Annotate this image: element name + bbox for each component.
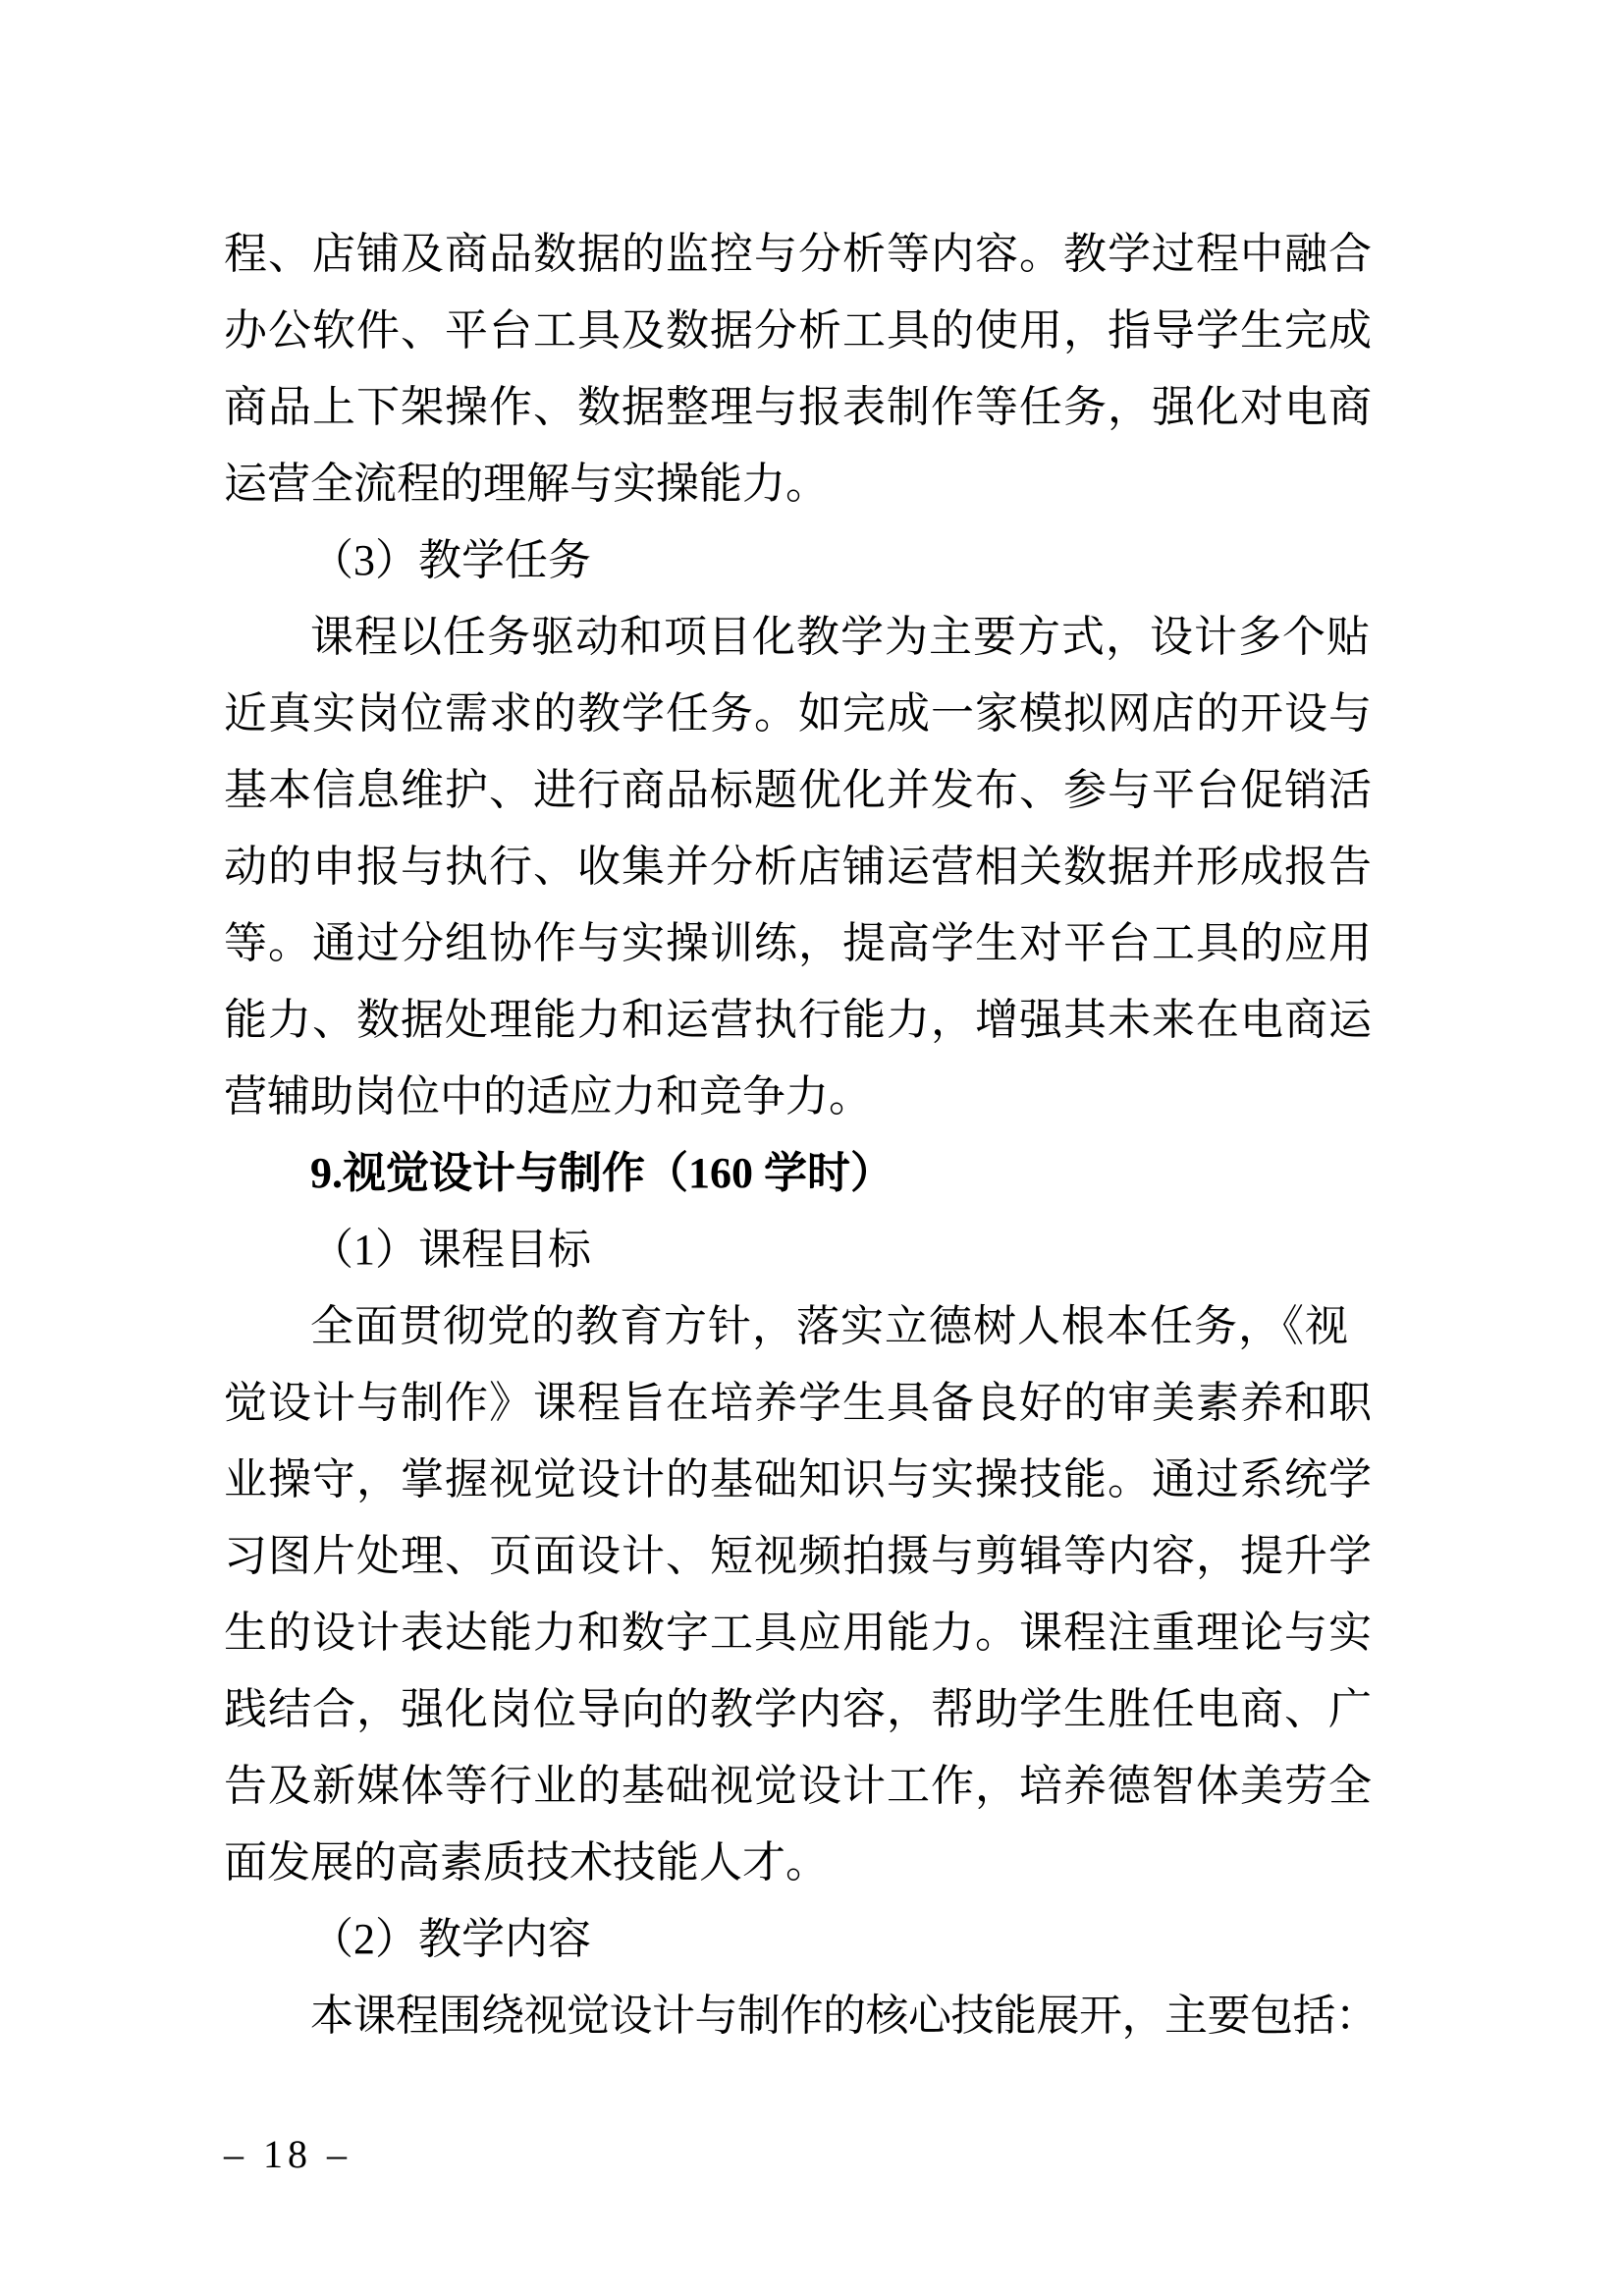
text-line: 商品上下架操作、数据整理与报表制作等任务，强化对电商 (224, 383, 1373, 431)
text-line: 营辅助岗位中的适应力和竞争力。 (224, 1072, 872, 1121)
text-line: 面发展的高素质技术技能人才。 (224, 1838, 829, 1886)
text-line: 课程以任务驱动和项目化教学为主要方式，设计多个贴 (310, 613, 1371, 661)
text-line: 觉设计与制作》课程旨在培养学生具备良好的审美素养和职 (224, 1379, 1373, 1427)
text-line: 运营全流程的理解与实操能力。 (224, 460, 829, 508)
text-line: 近真实岗位需求的教学任务。如完成一家模拟网店的开设与 (224, 689, 1373, 738)
page-number: – 18 – (224, 2132, 352, 2176)
text-line: 习图片处理、页面设计、短视频拍摄与剪辑等内容，提升学 (224, 1532, 1373, 1580)
text-line: 告及新媒体等行业的基础视觉设计工作，培养德智体美劳全 (224, 1762, 1373, 1810)
text-line: 生的设计表达能力和数字工具应用能力。课程注重理论与实 (224, 1609, 1373, 1657)
document-body (224, 228, 1379, 2066)
text-line: 办公软件、平台工具及数据分析工具的使用，指导学生完成 (224, 306, 1373, 355)
text-line: 动的申报与执行、收集并分析店铺运营相关数据并形成报告 (224, 843, 1373, 891)
subsection-label: （2）教学内容 (310, 1915, 591, 1963)
text-line: 本课程围绕视觉设计与制作的核心技能展开，主要包括： (310, 1992, 1379, 2040)
text-line: 业操守，掌握视觉设计的基础知识与实操技能。通过系统学 (224, 1455, 1373, 1503)
text-line: 等。通过分组协作与实操训练，提高学生对平台工具的应用 (224, 919, 1373, 967)
section-heading: 9.视觉设计与制作（160 学时） (310, 1149, 893, 1197)
text-line: 全面贯彻党的教育方针，落实立德树人根本任务，《视 (310, 1302, 1349, 1350)
text-line: 基本信息维护、进行商品标题优化并发布、参与平台促销活 (224, 766, 1373, 814)
text-line: 能力、数据处理能力和运营执行能力，增强其未来在电商运 (224, 996, 1373, 1044)
text-line: 践结合，强化岗位导向的教学内容，帮助学生胜任电商、广 (224, 1685, 1373, 1733)
subsection-label: （3）教学任务 (310, 536, 591, 584)
text-line: 程、店铺及商品数据的监控与分析等内容。教学过程中融合 (224, 230, 1373, 278)
subsection-label: （1）课程目标 (310, 1226, 591, 1274)
